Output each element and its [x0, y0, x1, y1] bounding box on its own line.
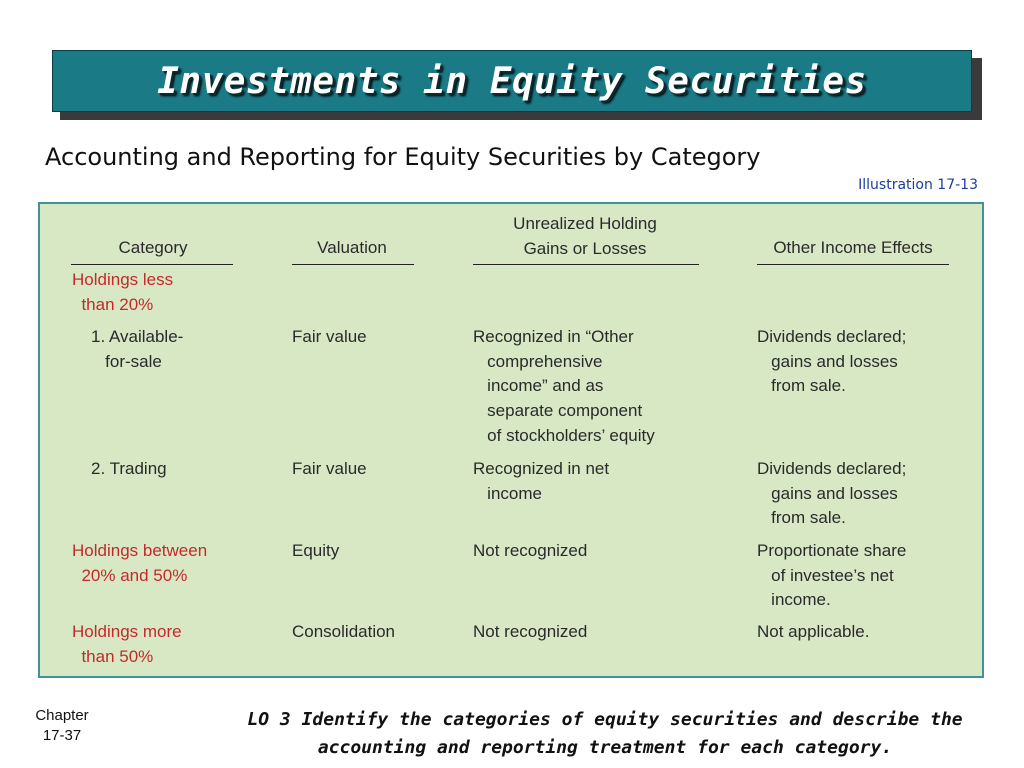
- header-underline-unrealized: [473, 264, 699, 265]
- group-label-more-50: Holdings more than 50%: [72, 622, 182, 666]
- header-category: Category: [118, 238, 188, 257]
- trading-valuation: Fair value: [292, 459, 367, 478]
- header-underline-valuation: [292, 264, 414, 265]
- trading-other-income: Dividends declared; gains and losses from sale.: [757, 459, 907, 528]
- group-label-between: Holdings between 20% and 50%: [72, 541, 208, 585]
- header-unrealized: Unrealized Holding Gains or Losses: [513, 214, 657, 258]
- header-underline-category: [71, 264, 233, 265]
- trading-unrealized: Recognized in net income: [473, 459, 610, 503]
- header-valuation: Valuation: [317, 238, 387, 257]
- between-other-income: Proportionate share of investee’s net income.: [757, 541, 907, 610]
- learning-objective: LO 3 Identify the categories of equity securities and describe the accounting and reporting treatment for each category.: [247, 709, 963, 758]
- title-bar: [52, 50, 972, 112]
- more50-valuation: Consolidation: [292, 622, 396, 641]
- afs-other-income: Dividends declared; gains and losses from sale.: [757, 327, 907, 396]
- between-valuation: Equity: [292, 541, 340, 560]
- illustration-label: Illustration 17-13: [858, 177, 978, 193]
- chapter-label: Chapter 17-37: [35, 707, 89, 744]
- header-underline-other: [757, 264, 949, 265]
- slide-subtitle: Accounting and Reporting for Equity Securities by Category: [45, 143, 761, 171]
- afs-unrealized: Recognized in “Other comprehensive income” and as separate component of stockholders’ equity: [473, 327, 655, 445]
- trading-category: 2. Trading: [91, 459, 167, 478]
- slide-title: Investments in Equity Securities: [157, 60, 867, 102]
- afs-category: 1. Available- for-sale: [91, 327, 184, 371]
- group-label-less-20: Holdings less than 20%: [72, 270, 174, 314]
- more50-unrealized: Not recognized: [473, 622, 588, 641]
- afs-valuation: Fair value: [292, 327, 367, 346]
- more50-other-income: Not applicable.: [757, 622, 870, 641]
- equity-category-table: [38, 202, 984, 678]
- header-other-income: Other Income Effects: [773, 238, 933, 257]
- between-unrealized: Not recognized: [473, 541, 588, 560]
